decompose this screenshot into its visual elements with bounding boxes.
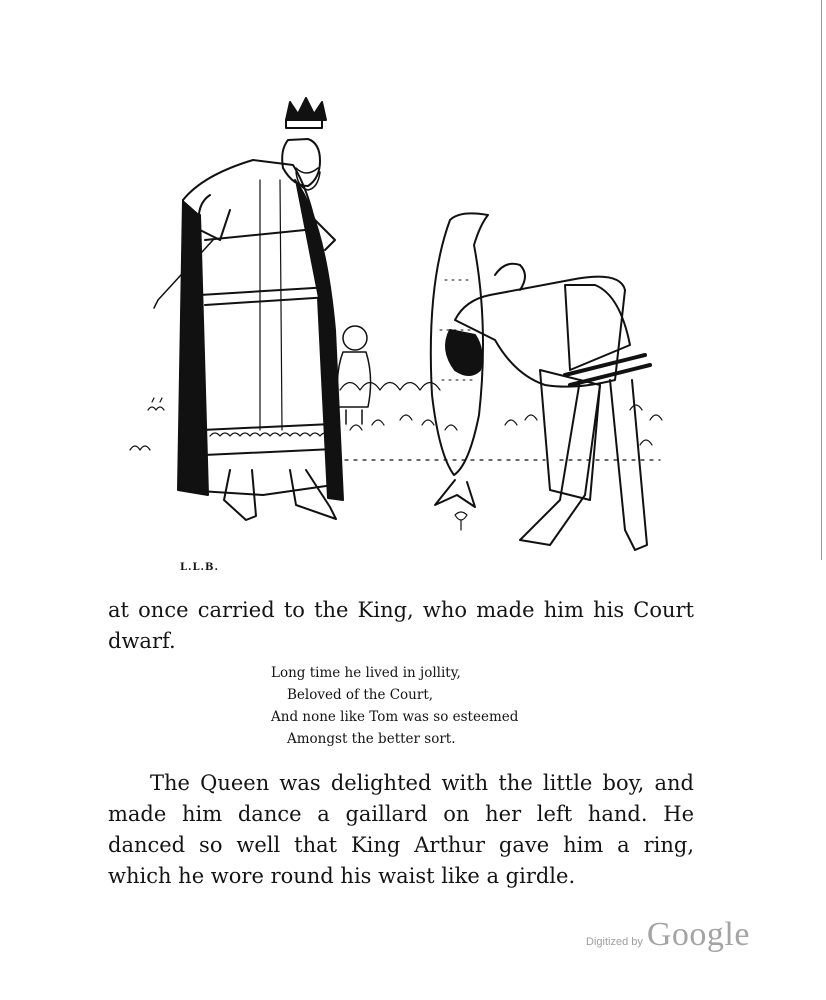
verse-line: Amongst the better sort.: [287, 731, 456, 747]
paragraph-1: at once carried to the King, who made him his Court dwarf.: [108, 598, 694, 653]
verse-block: [271, 662, 518, 750]
verse-line: Long time he lived in jollity,: [271, 665, 461, 681]
king-figure: [154, 98, 343, 520]
digitized-by-google-watermark: [586, 916, 750, 954]
paragraph-2: The Queen was delighted with the little boy, and made him dance a gaillard on her left hand. He danced so well that King Arthur gave him a ring, which he wore round his waist like a girdle.: [108, 771, 694, 888]
watermark-prefix: Digitized by: [586, 936, 643, 948]
page-edge-line: [821, 0, 822, 560]
ground-flowers: [130, 383, 662, 531]
verse-line: Beloved of the Court,: [287, 687, 434, 703]
fisherman-figure: [446, 264, 650, 550]
tom-thumb-figure: [337, 326, 370, 424]
verse-line: And none like Tom was so esteemed: [271, 709, 519, 725]
artist-monogram: L.L.B.: [180, 562, 219, 573]
illustration-king-and-fisherman: [110, 80, 700, 580]
google-logo: Google: [646, 916, 750, 953]
